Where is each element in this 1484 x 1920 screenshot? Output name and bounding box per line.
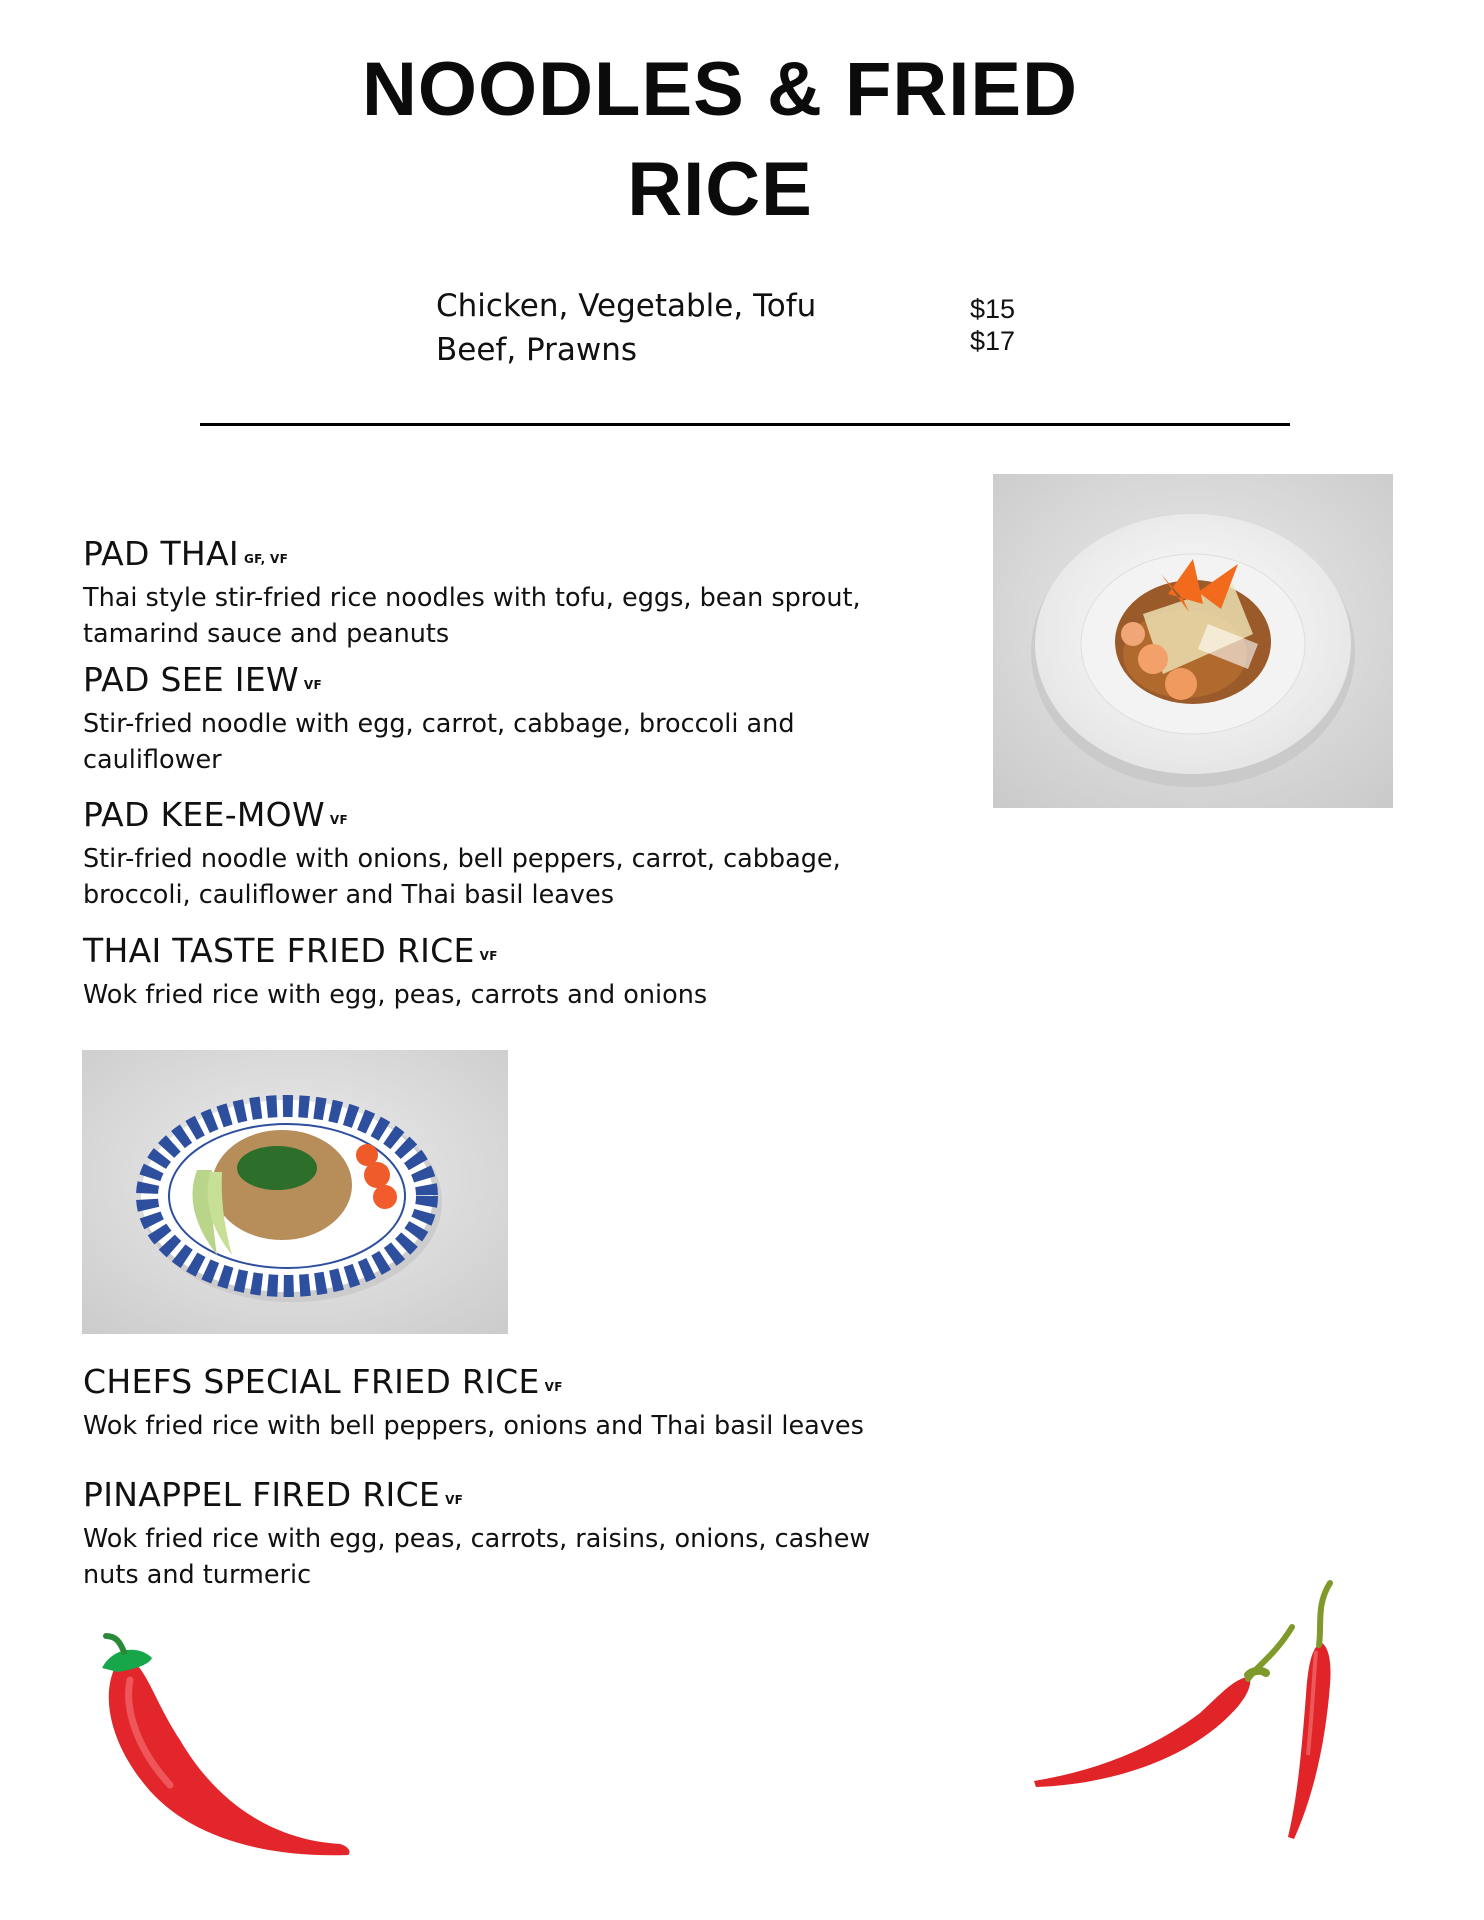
dietary-tags: VF [544, 1380, 563, 1394]
page-title-line-1: NOODLES & FRIED [362, 47, 1078, 132]
item-name: CHEFS SPECIAL FRIED RICE [83, 1362, 540, 1401]
price-label: Beef, Prawns [436, 332, 638, 368]
item-description: Wok fried rice with egg, peas, carrots and onions [83, 980, 708, 1010]
dietary-tags: VF [445, 1493, 464, 1507]
item-name: PINAPPEL FIRED RICE [83, 1475, 441, 1514]
item-name: PAD SEE IEW [83, 660, 299, 699]
page-title [0, 40, 1440, 240]
item-description: Thai style stir-fried rice noodles with tofu, eggs, bean sprout, tamarind sauce and peanuts [83, 583, 861, 649]
page-title-line-2: RICE [627, 147, 813, 232]
dietary-tags: GF, VF [243, 552, 289, 566]
dietary-tags: VF [303, 678, 323, 692]
dietary-tags: VF [329, 813, 348, 827]
fried-rice-photo [82, 1050, 508, 1334]
menu-item-chefs-special-fried-rice [83, 1361, 883, 1444]
chili-peppers-icon [1030, 1575, 1410, 1859]
item-name: PAD THAI [83, 534, 239, 573]
item-name: PAD KEE-MOW [83, 795, 325, 834]
price-value: $15 [970, 294, 1016, 324]
section-divider [200, 423, 1290, 426]
menu-item-thai-taste-fried-rice [83, 930, 883, 1013]
item-description: Stir-fried noodle with onions, bell peppers, carrot, cabbage, broccoli, cauliflower and Thai basil leaves [83, 844, 841, 910]
item-description: Wok fried rice with egg, peas, carrots, raisins, onions, cashew nuts and turmeric [83, 1524, 871, 1590]
price-value: $17 [970, 326, 1016, 356]
price-label: Chicken, Vegetable, Tofu [436, 288, 817, 324]
item-description: Wok fried rice with bell peppers, onions and Thai basil leaves [83, 1411, 864, 1441]
menu-item-pad-see-iew [83, 659, 883, 778]
chili-pepper-icon [90, 1630, 360, 1874]
dietary-tags: VF [479, 949, 498, 963]
item-description: Stir-fried noodle with egg, carrot, cabbage, broccoli and cauliflower [83, 709, 795, 775]
pad-thai-photo [993, 474, 1393, 808]
menu-item-pineapple-fried-rice [83, 1474, 883, 1593]
menu-item-pad-thai [83, 533, 883, 652]
item-name: THAI TASTE FRIED RICE [83, 931, 475, 970]
menu-item-pad-kee-mow [83, 794, 883, 913]
